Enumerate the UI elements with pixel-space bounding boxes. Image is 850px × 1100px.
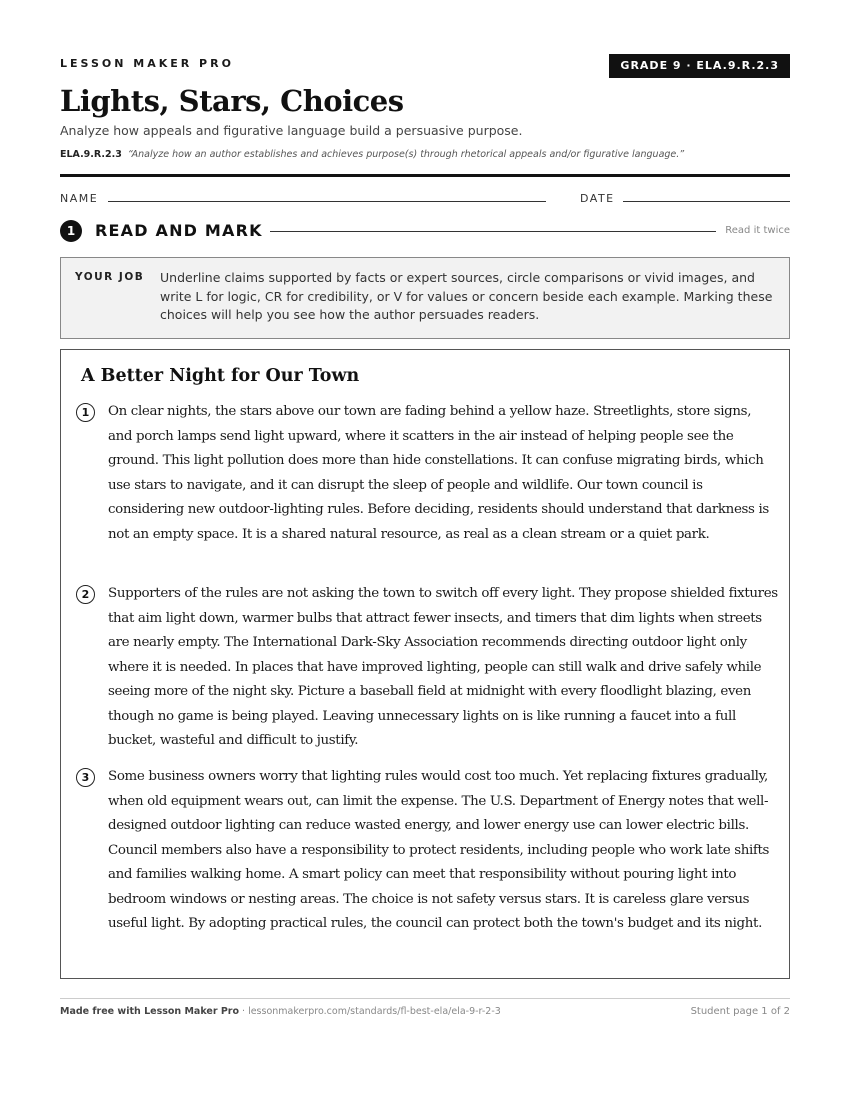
instructions-label: YOUR JOB	[75, 271, 145, 283]
header-divider	[60, 174, 790, 177]
brand-name: LESSON MAKER PRO	[60, 57, 234, 70]
worksheet-subtitle: Analyze how appeals and figurative language build a persuasive purpose.	[60, 123, 523, 138]
standard-reference	[60, 149, 684, 160]
date-label: DATE	[580, 192, 615, 205]
grade-standard-badge: GRADE 9 · ELA.9.R.2.3	[609, 54, 790, 78]
passage-title: A Better Night for Our Town	[81, 366, 360, 386]
instructions-box	[60, 257, 790, 339]
footer-page-label: Student page 1 of 2	[690, 1006, 790, 1017]
worksheet-title: Lights, Stars, Choices	[60, 84, 404, 118]
paragraph-number-3: 3	[76, 768, 95, 787]
date-field[interactable]	[623, 201, 790, 202]
worksheet-page	[60, 0, 790, 1100]
instructions-text: Underline claims supported by facts or expert sources, circle comparisons or vivid images, and write L for logic, CR for credibility, or V for values or concern beside each example. Marking these choices will help you see how the author persuades readers.	[160, 270, 773, 322]
standard-quote: “Analyze how an author establishes and achieves purpose(s) through rhetorical appeals and/or figurative language.”	[127, 149, 685, 160]
footer-divider	[60, 998, 790, 999]
paragraph-number-2: 2	[76, 585, 95, 604]
paragraph-number-1: 1	[76, 403, 95, 422]
section-divider	[270, 231, 716, 232]
footer-made-with: Made free with Lesson Maker Pro	[60, 1006, 240, 1017]
section-number-badge: 1	[60, 220, 82, 242]
name-label: NAME	[60, 192, 99, 205]
passage-box	[60, 349, 790, 979]
footer-credit	[60, 1006, 501, 1017]
paragraph-1: On clear nights, the stars above our town are fading behind a yellow haze. Streetlights, store signs, and porch lamps send light upward, where it scatters in the air instead of helping people see the ground. This light pollution does more than hide constellations. It can confuse migrating birds, which use stars to navigate, and it can disrupt the sleep of people and wildlife. Our town council is considering new outdoor-lighting rules. Before deciding, residents should understand that darkness is not an empty space. It is a shared natural resource, as real as a clean stream or a quiet park.	[108, 404, 769, 542]
section-title: READ AND MARK	[95, 221, 263, 240]
standard-code: ELA.9.R.2.3	[60, 149, 122, 160]
paragraph-2: Supporters of the rules are not asking the town to switch off every light. They propose shielded fixtures that aim light down, warmer bulbs that attract fewer insects, and timers that dim lights when streets are nearly empty. The International Dark-Sky Association recommends directing outdoor light only where it is needed. In places that have improved lighting, people can still walk and drive safely while seeing more of the night sky. Picture a baseball field at midnight with every floodlight blazing, even though no game is being played. Leaving unnecessary lights on is like running a faucet into a full bucket, wasteful and difficult to justify.	[108, 586, 778, 748]
footer-url[interactable]: · lessonmakerpro.com/standards/fl-best-ela/ela-9-r-2-3	[239, 1006, 501, 1017]
section-hint: Read it twice	[725, 225, 790, 236]
name-field[interactable]	[108, 201, 546, 202]
paragraph-3: Some business owners worry that lighting rules would cost too much. Yet replacing fixtures gradually, when old equipment wears out, can limit the expense. The U.S. Department of Energy notes that well-designed outdoor lighting can reduce wasted energy, and lower energy use can lower electric bills. Council members also have a responsibility to protect residents, including people who work late shifts and families walking home. A smart policy can meet that responsibility without pouring light into bedroom windows or nesting areas. The choice is not safety versus stars. It is careless glare versus useful light. By adopting practical rules, the council can protect both the town's budget and its night.	[108, 769, 770, 931]
